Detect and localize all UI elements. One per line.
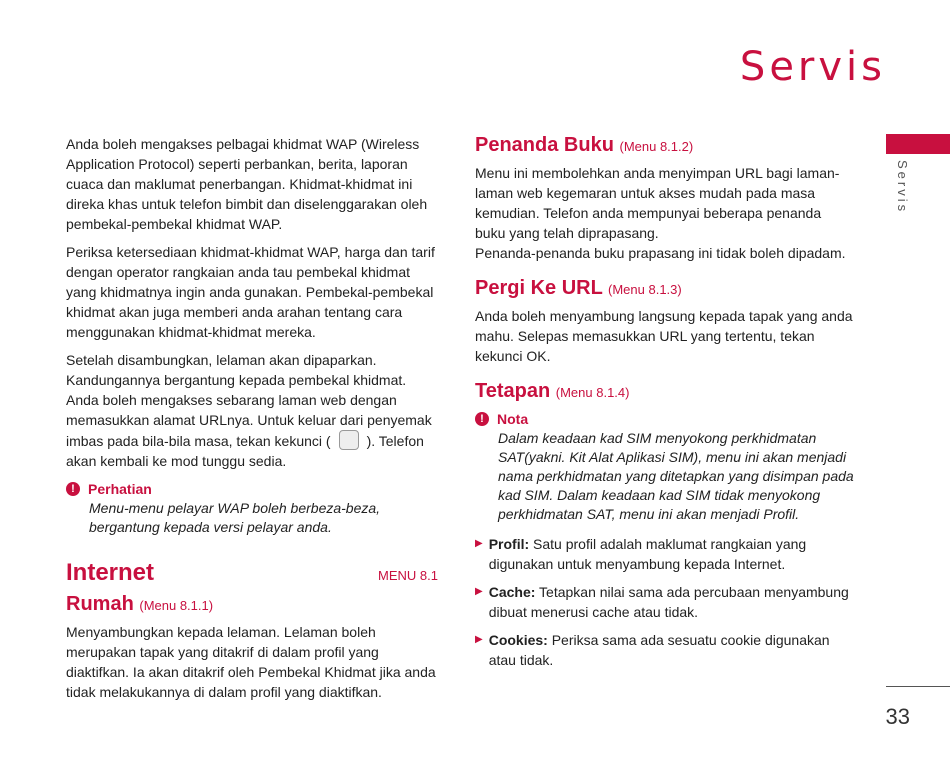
list-item: [475, 630, 855, 670]
side-tab-marker: [886, 134, 950, 154]
section-menu-number: MENU 8.1: [378, 568, 438, 583]
note-title: Perhatian: [88, 481, 152, 497]
section-title: Internet: [66, 559, 155, 586]
list-item-term: Profil:: [488, 536, 530, 552]
penanda-paragraph-1: Menu ini membolehkan anda menyimpan URL bagi laman-laman web kegemaran untuk akses mudah pada masa kemudian. Telefon anda mempunyai beberapa penanda buku yang telah diprapasang.: [475, 165, 840, 241]
intro-paragraph-1: Anda boleh mengakses pelbagai khidmat WAP (Wireless Application Protocol) seperti perbankan, berita, laporan cuaca dan maklumat penerbangan. Khidmat-khidmat ini direka khas untuk telefon bimbit dan diselenggarakan oleh pembekal-pembekal khidmat WAP.: [66, 136, 428, 232]
list-item-term: Cache:: [488, 584, 536, 600]
warning-icon: !: [475, 412, 489, 426]
list-item: [475, 582, 855, 622]
subsection-title: Pergi Ke URL: [475, 277, 603, 299]
intro-paragraph-2: Periksa ketersediaan khidmat-khidmat WAP, harga dan tarif dengan operator rangkaian anda tau pembekal khidmat yang khidmatnya ingin anda gunakan. Pembekal-pembekal khidmat akan juga memberi anda arahan tentang cara menggunakan khidmat-khidmat mereka.: [66, 244, 435, 340]
intro-paragraph-3: [66, 350, 438, 471]
subsection-heading-rumah: [66, 593, 438, 616]
section-heading-internet: [66, 559, 438, 587]
list-item: [475, 534, 855, 574]
pergi-paragraph: Anda boleh menyambung langsung kepada tapak yang anda mahu. Selepas memasukkan URL yang tertentu, tekan kekunci OK.: [475, 308, 853, 364]
subsection-title: Penanda Buku: [475, 134, 614, 156]
right-column: [475, 134, 855, 678]
triangle-bullet-icon: ▶: [475, 586, 483, 597]
note-text: Menu-menu pelayar WAP boleh berbeza-beza, bergantung kepada versi pelayar anda.: [89, 500, 381, 535]
note-title: Nota: [497, 411, 529, 427]
list-item-text: [489, 630, 855, 670]
note-heading-perhatian: [66, 479, 438, 499]
penanda-paragraph-2: Penanda-penanda buku prapasang ini tidak boleh dipadam.: [475, 245, 846, 261]
note-text: Dalam keadaan kad SIM menyokong perkhidmatan SAT(yakni. Kit Alat Aplikasi SIM), menu ini akan menjadi nama perkhidmatan yang ditetapkan yang disimpan pada kad SIM. Dalam keadaan kad SIM tidak menyokong perkhidmatan SAT, menu ini akan menjadi Profil.: [498, 430, 854, 522]
page-number-rule: [886, 686, 950, 687]
page-title: Servis: [739, 44, 886, 90]
subsection-title: Rumah: [66, 593, 134, 615]
warning-icon: !: [66, 482, 80, 496]
triangle-bullet-icon: ▶: [475, 538, 483, 549]
subsection-heading-tetapan: [475, 380, 855, 403]
page-number: 33: [885, 704, 910, 729]
intro-paragraph-3-start: Setelah disambungkan, lelaman akan dipaparkan. Kandungannya bergantung kepada pembekal khidmat. Anda boleh mengakses sebarang laman web dengan memasukkan alamat URLnya. Untuk keluar dari penyemak imbas pada bila-bila masa, tekan kekunci (: [66, 352, 432, 449]
subsection-menu-number: (Menu 8.1.4): [555, 385, 630, 400]
end-key-icon: [339, 430, 359, 450]
list-item-description: Tetapkan nilai sama ada percubaan menyambung dibuat menerusi cache atau tidak.: [488, 584, 849, 620]
subsection-heading-penanda-buku: [475, 134, 855, 157]
subsection-menu-number: (Menu 8.1.1): [139, 598, 214, 613]
triangle-bullet-icon: ▶: [475, 634, 483, 645]
subsection-menu-number: (Menu 8.1.2): [619, 139, 694, 154]
subsection-title: Tetapan: [475, 380, 551, 402]
list-item-text: [489, 582, 855, 622]
list-item-description: Satu profil adalah maklumat rangkaian yang digunakan untuk menyambung kepada Internet.: [488, 536, 807, 572]
left-column: [66, 134, 438, 710]
side-tab-label: Servis: [895, 160, 910, 215]
subsection-heading-pergi-ke-url: [475, 277, 855, 300]
subsection-menu-number: (Menu 8.1.3): [608, 282, 682, 297]
list-item-description: Periksa sama ada sesuatu cookie digunakan atau tidak.: [488, 632, 830, 668]
rumah-paragraph: Menyambungkan kepada lelaman. Lelaman boleh merupakan tapak yang ditakrif di dalam profil yang diaktifkan. Ia akan ditakrif oleh Pembekal Khidmat jika anda tidak melakukannya di dalam profil yang diaktifkan.: [66, 624, 436, 700]
list-item-term: Cookies:: [488, 632, 548, 648]
intro-paragraph-3-end: ). Telefon akan kembali ke mod tunggu sedia.: [66, 433, 424, 469]
note-heading-nota: [475, 409, 855, 429]
list-item-text: [489, 534, 855, 574]
